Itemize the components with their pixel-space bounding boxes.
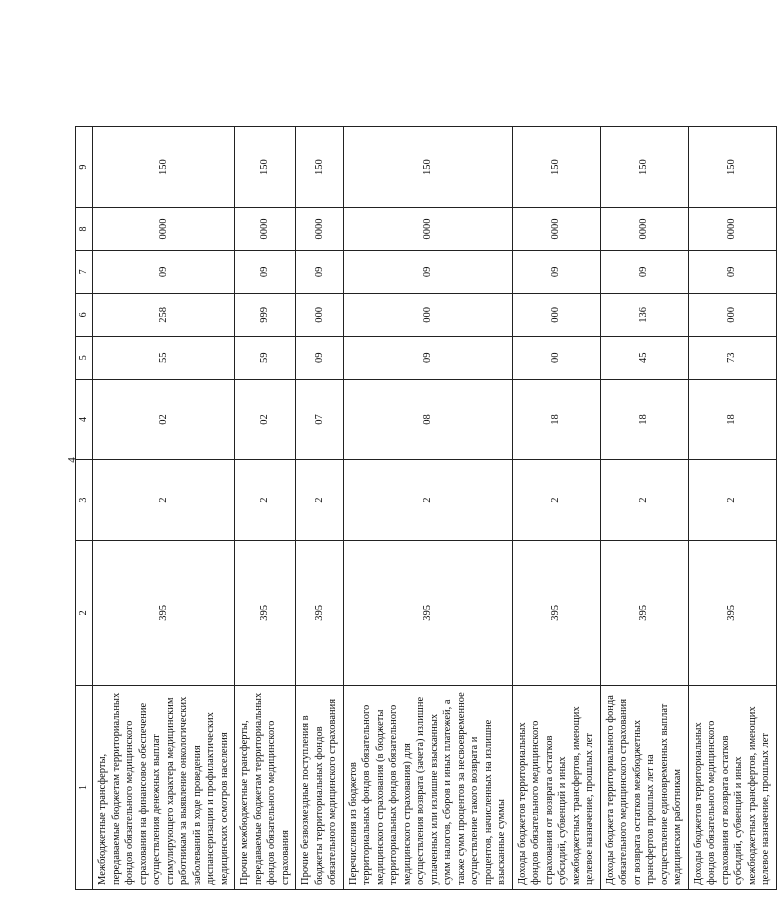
header-cell: 1 [76,685,93,889]
code-cell: 0000 [93,207,235,250]
code-cell: 18 [600,379,688,460]
code-cell: 395 [93,540,235,685]
header-row [76,36,93,890]
code-cell: 000 [512,293,600,336]
row-description: Прочие межбюджетные трансферты, передаваемые бюджетам территориальных фондов обязательного медицинского страхования [235,685,296,889]
code-cell: 45 [600,336,688,379]
code-cell: 18 [512,379,600,460]
code-cell: 395 [512,540,600,685]
header-cell: 5 [76,336,93,379]
code-cell: 09 [296,336,344,379]
code-cell: 0000 [296,207,344,250]
rotated-table-wrapper [75,35,771,890]
code-cell: 395 [296,540,344,685]
code-cell: 2 [343,460,512,541]
code-cell: 2 [93,460,235,541]
row-description: Доходы бюджетов территориальных фондов обязательного медицинского страхования от возврата остатков субсидий, субвенций и иных межбюджетных трансфертов, имеющих целевое назначение, прошлых лет [688,685,776,889]
table-row [343,36,512,890]
table-row [296,36,344,890]
table-row [512,36,600,890]
code-cell: 09 [343,250,512,293]
code-cell: 08 [343,379,512,460]
row-description: Доходы бюджета территориального фонда обязательного медицинского страхования от возврата остатков межбюджетных трансфертов прошлых лет на осуществление единовременных выплат медицинским работникам [600,685,688,889]
code-cell: 136 [600,293,688,336]
code-cell: 150 [235,127,296,208]
code-cell: 73 [688,336,776,379]
code-cell: 0000 [512,207,600,250]
code-cell: 150 [343,127,512,208]
code-cell: 999 [235,293,296,336]
code-cell: 395 [600,540,688,685]
code-cell: 09 [512,250,600,293]
code-cell: 395 [343,540,512,685]
row-description: Межбюджетные трансферты, передаваемые бюджетам территориальных фондов обязательного медицинского страхования на финансовое обеспечение осуществления денежных выплат стимулирующего характера медицинским работникам за выявление онкологических заболеваний в ходе проведения диспансеризации и профилактических медицинских осмотров населения [93,685,235,889]
header-cell: 6 [76,293,93,336]
code-cell: 59 [235,336,296,379]
code-cell: 0000 [343,207,512,250]
table-row [600,36,688,890]
budget-codes-table [75,35,777,890]
code-cell: 09 [235,250,296,293]
code-cell: 395 [688,540,776,685]
code-cell: 2 [600,460,688,541]
code-cell: 150 [296,127,344,208]
table-row [688,36,776,890]
table-row [235,36,296,890]
header-cell: 4 [76,379,93,460]
code-cell: 09 [688,250,776,293]
code-cell: 150 [512,127,600,208]
row-description: Прочие безвозмездные поступления в бюджеты территориальных фондов обязательного медицинского страхования [296,685,344,889]
page-number: 4 [66,457,78,463]
code-cell: 000 [688,293,776,336]
code-cell: 55 [93,336,235,379]
code-cell: 09 [93,250,235,293]
code-cell: 395 [235,540,296,685]
code-cell: 0000 [235,207,296,250]
code-cell: 150 [600,127,688,208]
code-cell: 258 [93,293,235,336]
code-cell: 02 [235,379,296,460]
header-cell: 3 [76,460,93,541]
code-cell: 00 [512,336,600,379]
code-cell: 09 [296,250,344,293]
row-description: Доходы бюджетов территориальных фондов обязательного медицинского страхования от возврата остатков субсидий, субвенций и иных межбюджетных трансфертов, имеющих целевое назначение, прошлых лет [512,685,600,889]
code-cell: 09 [343,336,512,379]
header-cell: 8 [76,207,93,250]
code-cell: 2 [512,460,600,541]
table-row [93,36,235,890]
code-cell: 0000 [688,207,776,250]
code-cell: 2 [688,460,776,541]
code-cell: 2 [296,460,344,541]
code-cell: 2 [235,460,296,541]
code-cell: 02 [93,379,235,460]
code-cell: 0000 [600,207,688,250]
code-cell: 000 [343,293,512,336]
header-cell: 2 [76,540,93,685]
code-cell: 18 [688,379,776,460]
code-cell: 09 [600,250,688,293]
row-description: Перечисления из бюджетов территориальных фондов обязательного медицинского страхования (в бюджеты территориальных фондов обязательного медицинского страхования) для осуществления возврата (зачета) излишне уплаченных или излишне взысканных сумм налогов, сборов и иных платежей, а также сумм процентов за несвоевременное осуществление такого возврата и процентов, начисленных на излишне взысканные суммы [343,685,512,889]
header-cell: 7 [76,250,93,293]
code-cell: 000 [296,293,344,336]
code-cell: 150 [688,127,776,208]
code-cell: 150 [93,127,235,208]
header-cell: 9 [76,127,93,208]
code-cell: 07 [296,379,344,460]
